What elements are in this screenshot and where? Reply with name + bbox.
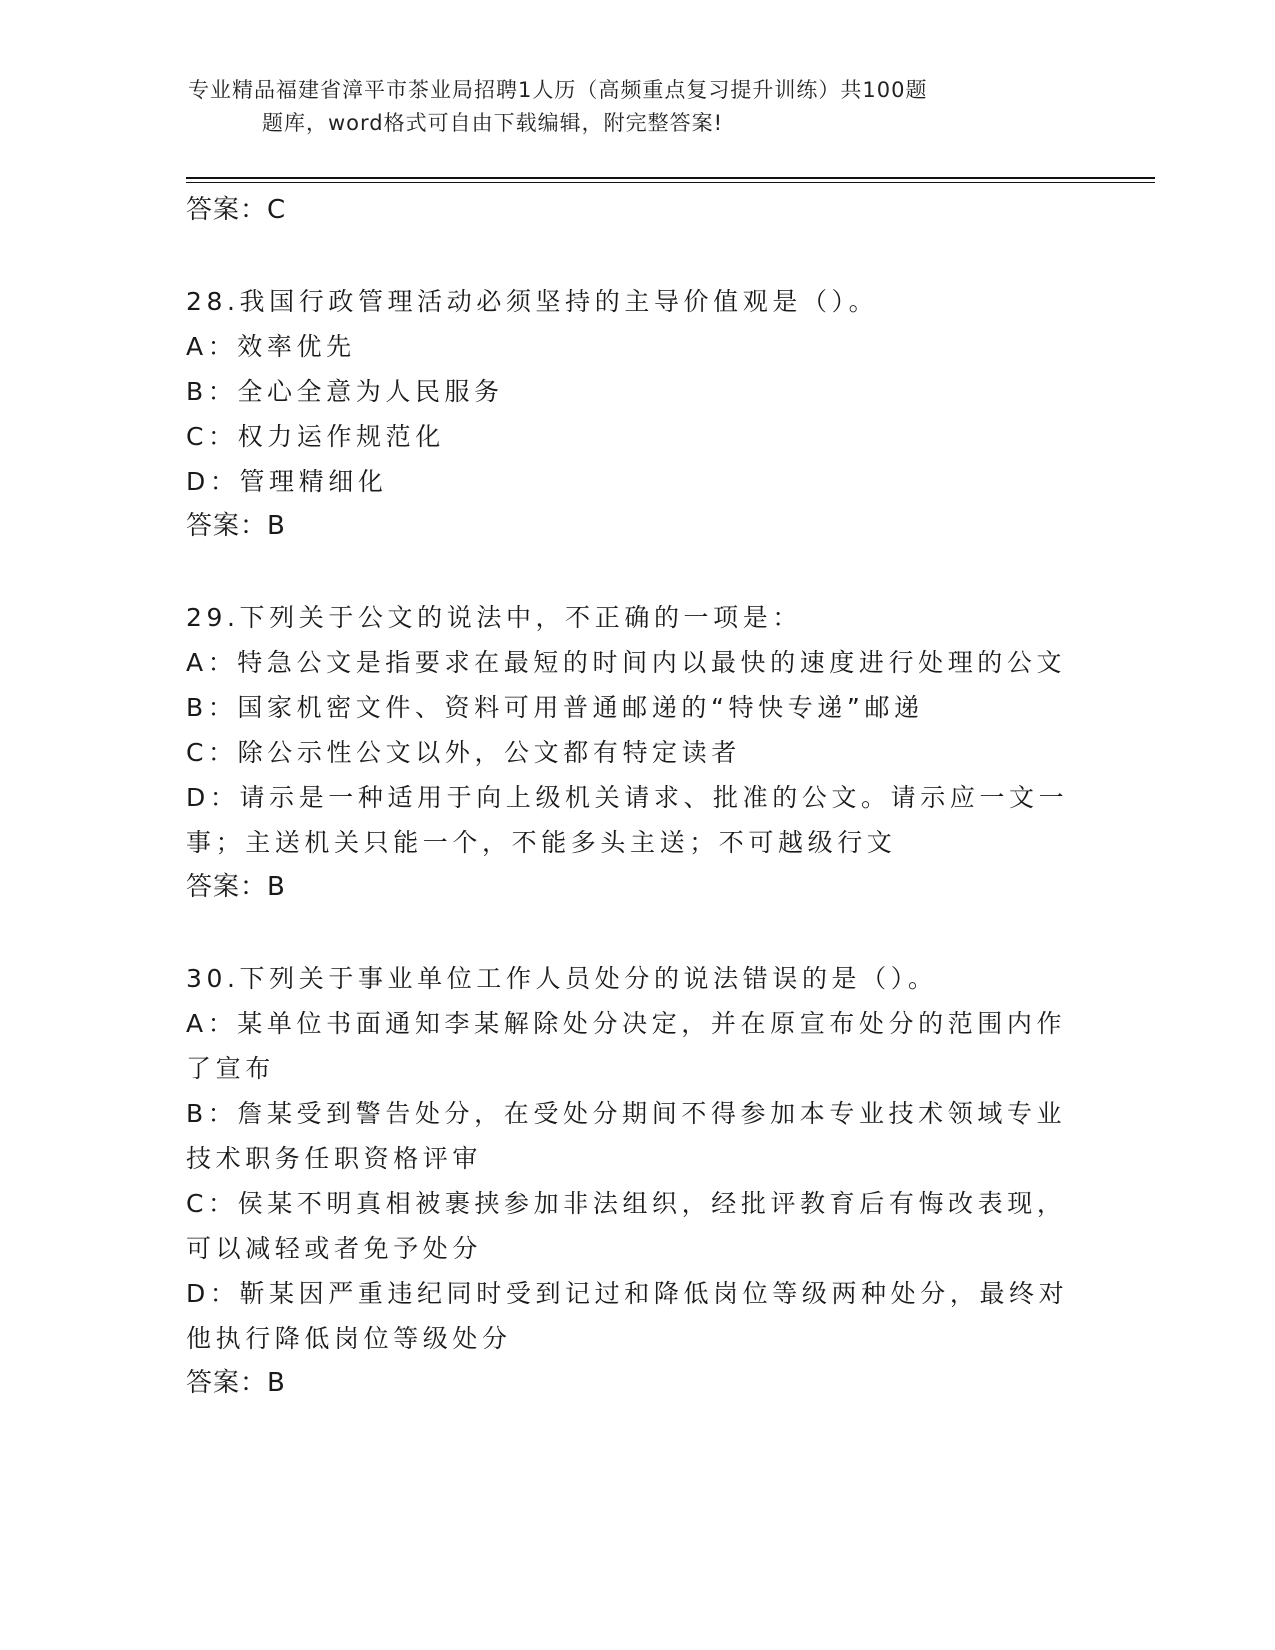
option-c: C：权力运作规范化: [186, 422, 445, 451]
option-d: D：管理精细化: [186, 467, 388, 496]
header-rule-thick: [186, 177, 1155, 179]
answer-line: [186, 504, 1086, 549]
option-d: D：请示是一种适用于向上级机关请求、批准的公文。请示应一文一事；主送机关只能一个，不能多头主送；不可越级行文: [186, 783, 1069, 857]
option-c: C：侯某不明真相被裹挟参加非法组织，经批评教育后有悔改表现，可以减轻或者免予处分: [186, 1189, 1067, 1263]
option-b: B：全心全意为人民服务: [186, 377, 504, 406]
answer-label: 答案：: [186, 872, 268, 902]
option-d: D：靳某因严重违纪同时受到记过和降低岗位等级两种处分，最终对他执行降低岗位等级处分: [186, 1279, 1069, 1353]
page-header: [188, 74, 1048, 140]
header-title-line2: 题库，word格式可自由下载编辑，附完整答案!: [262, 111, 724, 135]
question-text: 30.下列关于事业单位工作人员处分的说法错误的是（）。: [186, 964, 938, 993]
option-b: B：国家机密文件、资料可用普通邮递的“特快专递”邮递: [186, 693, 924, 722]
question-text: 28.我国行政管理活动必须坚持的主导价值观是（）。: [186, 287, 879, 316]
answer-line: [186, 1361, 1086, 1406]
question-block-28: [186, 279, 1086, 549]
option-a: A：某单位书面通知李某解除处分决定，并在原宣布处分的范围内作了宣布: [186, 1009, 1067, 1083]
answer-value: B: [267, 511, 286, 541]
question-text: 29.下列关于公文的说法中，不正确的一项是：: [186, 603, 802, 632]
option-a: A：特急公文是指要求在最短的时间内以最快的速度进行处理的公文: [186, 648, 1067, 677]
answer-label: 答案：: [186, 1368, 268, 1398]
header-rule-thin: [186, 182, 1155, 183]
answer-value: B: [267, 872, 286, 902]
question-block-29: [186, 595, 1086, 910]
option-a: A：效率优先: [186, 332, 356, 361]
question-list: [186, 188, 1086, 1406]
previous-answer: [186, 188, 1086, 233]
option-b: B：詹某受到警告处分，在受处分期间不得参加本专业技术领域专业技术职务任职资格评审: [186, 1099, 1067, 1173]
answer-label: 答案：: [186, 195, 268, 225]
answer-label: 答案：: [186, 511, 268, 541]
answer-line: [186, 865, 1086, 910]
option-c: C：除公示性公文以外，公文都有特定读者: [186, 738, 741, 767]
question-block-30: [186, 956, 1086, 1406]
answer-value: C: [267, 195, 287, 225]
answer-value: B: [267, 1368, 286, 1398]
header-title-line1: 专业精品福建省漳平市茶业局招聘1人历（高频重点复习提升训练）共100题: [188, 78, 928, 102]
